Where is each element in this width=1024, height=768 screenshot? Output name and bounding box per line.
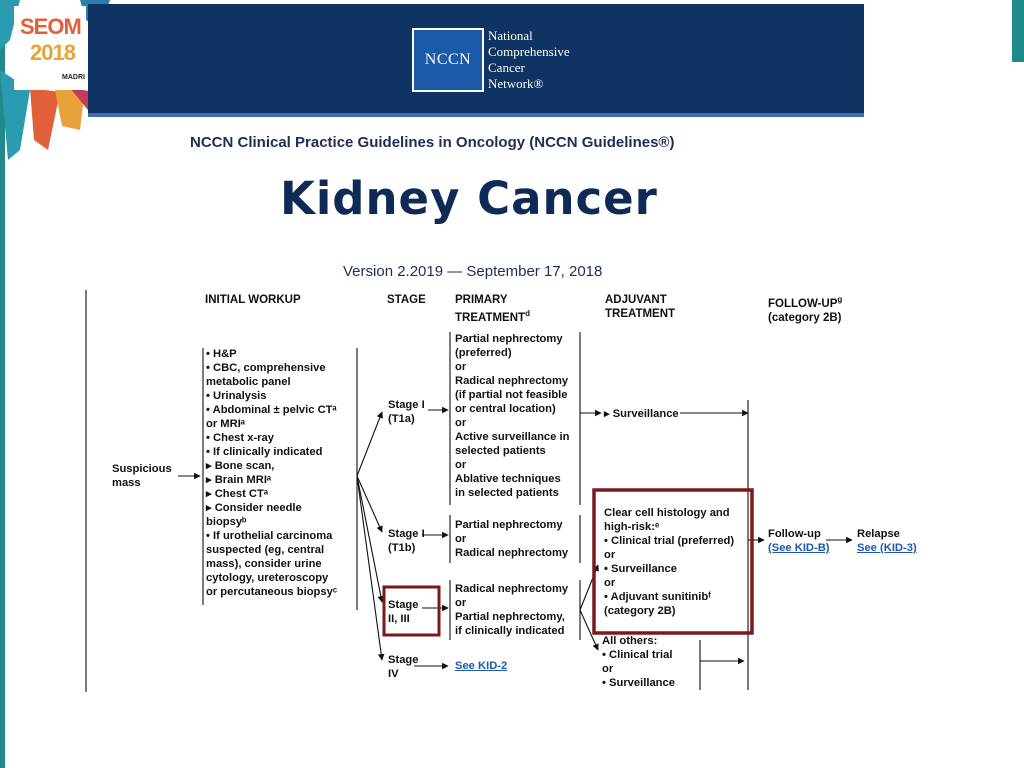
node-text-line: or [604, 577, 616, 589]
link-see-kid2[interactable]: See KID-2 [455, 660, 508, 672]
node-stage-t1b [388, 527, 425, 555]
node-text-line: or [455, 361, 467, 373]
workup-item: ▸ Chest CTᵃ [206, 488, 269, 500]
node-text-line: Radical nephrectomy [455, 547, 569, 559]
followup-label: Follow-up [768, 528, 821, 540]
node-relapse [857, 527, 917, 555]
node-text-line: if clinically indicated [455, 625, 565, 637]
col-header-adjuvant [605, 293, 675, 321]
node-text-line: (T1b) [388, 542, 416, 554]
workup-item: or percutaneous biopsyᶜ [206, 586, 338, 598]
node-surveillance-t1a: ▸ Surveillance [604, 408, 679, 420]
node-text-line: • Surveillance [602, 677, 675, 689]
node-text-line: All others: [602, 635, 658, 647]
workup-item: metabolic panel [206, 376, 291, 388]
workup-item: • Chest x-ray [206, 432, 274, 444]
col-header-followup [768, 293, 842, 325]
node-text-line: selected patients [455, 445, 546, 457]
col-header-primary-line1: PRIMARY [455, 294, 508, 306]
node-followup [768, 527, 830, 555]
node-text-line: Radical nephrectomy [455, 375, 569, 387]
node-text-line: or [602, 663, 614, 675]
node-text-line: (if partial not feasible [455, 389, 568, 401]
workup-item: • Abdominal ± pelvic CTᵃ [206, 404, 337, 416]
workup-item: • If urothelial carcinoma [206, 530, 333, 542]
workup-item: cytology, ureteroscopy [206, 572, 329, 584]
node-text-line: • Surveillance [604, 563, 677, 575]
col-header-primary-footnote: d [525, 309, 530, 318]
node-text-line: or [455, 597, 467, 609]
node-text-line: or [455, 533, 467, 545]
node-text-line: (T1a) [388, 413, 415, 425]
node-text-line: or [455, 417, 467, 429]
node-text-line: • Clinical trial [602, 649, 673, 661]
node-suspicious-mass [112, 462, 172, 490]
col-header-followup-word: FOLLOW-UP [768, 297, 838, 310]
node-text-line: Stage I [388, 399, 425, 411]
workup-item: • Urinalysis [206, 390, 267, 402]
col-header-followup-line1 [768, 293, 842, 311]
col-header-followup-footnote: g [837, 295, 843, 304]
col-header-initial-workup: INITIAL WORKUP [205, 294, 301, 306]
node-text-line: Radical nephrectomy [455, 583, 569, 595]
node-text-line: (preferred) [455, 347, 512, 359]
col-header-primary-word: TREATMENT [455, 311, 526, 324]
workup-item: suspected (eg, central [206, 544, 325, 556]
node-adjuvant-all-others [602, 634, 675, 690]
node-text-line: (category 2B) [604, 605, 676, 617]
workup-item: biopsyᵇ [206, 516, 247, 528]
arrow-to-t1a [357, 412, 382, 476]
arrow-to-stage-2-3 [357, 476, 382, 602]
col-header-stage: STAGE [387, 294, 426, 306]
node-text-line: in selected patients [455, 487, 559, 499]
node-primary-t1a [455, 332, 569, 500]
seom-logo-year: 2018 [30, 40, 75, 65]
workup-item: ▸ Brain MRIᵃ [206, 474, 272, 486]
relapse-label: Relapse [857, 528, 900, 540]
node-stage-4 [388, 653, 418, 681]
node-text-line: or [604, 549, 616, 561]
node-text-line: Active surveillance in [455, 431, 570, 443]
node-text-line: high-risk:ᵉ [604, 521, 660, 533]
link-see-kid3[interactable]: See (KID-3) [857, 542, 917, 554]
node-text-line: Stage [388, 599, 419, 611]
page-title: Kidney Cancer [280, 172, 658, 225]
workup-item: or MRIᵃ [206, 418, 246, 430]
col-header-adjuvant-line1: ADJUVANT [605, 294, 667, 306]
node-text-line: Stage [388, 654, 419, 666]
workup-item: ▸ Consider needle [206, 502, 302, 514]
workup-item: • CBC, comprehensive [206, 362, 326, 374]
node-text-line: II, III [388, 613, 410, 625]
link-see-kid-b[interactable]: (See KID-B) [768, 542, 830, 554]
col-header-primary [455, 293, 530, 325]
workup-item: mass), consider urine [206, 558, 322, 570]
node-text-line: Clear cell histology and [604, 507, 730, 519]
node-stage-2-3 [388, 598, 418, 626]
nccn-name-line: National [488, 28, 533, 43]
node-stage-t1a [388, 398, 425, 426]
node-text-line: IV [388, 668, 399, 680]
node-text-line: Partial nephrectomy [455, 333, 563, 345]
workup-item: • H&P [206, 348, 237, 360]
node-initial-workup [206, 347, 337, 599]
guidelines-subtitle: NCCN Clinical Practice Guidelines in Oncology (NCCN Guidelines®) [190, 134, 675, 151]
node-text-line: Ablative techniques [455, 473, 561, 485]
node-adjuvant-high-risk [604, 506, 734, 618]
col-header-adjuvant-line2: TREATMENT [605, 308, 676, 320]
nccn-name-line: Comprehensive [488, 44, 570, 59]
seom-logo-text: SEOM [20, 14, 81, 39]
node-text-line: Stage I [388, 528, 425, 540]
node-text-line: • Adjuvant sunitinibᶠ [604, 591, 711, 603]
node-text-line: or [455, 459, 467, 471]
version-line: Version 2.2019 — September 17, 2018 [343, 263, 603, 280]
nccn-logo-abbr: NCCN [424, 51, 472, 68]
node-text-line: mass [112, 477, 141, 489]
workup-item: • If clinically indicated [206, 446, 323, 458]
node-primary-2-3 [455, 582, 568, 638]
node-primary-t1b [455, 518, 568, 560]
nccn-name-line: Cancer [488, 60, 525, 75]
node-text-line: • Clinical trial (preferred) [604, 535, 735, 547]
node-text-line: Partial nephrectomy, [455, 611, 565, 623]
node-text-line: Suspicious [112, 463, 172, 475]
node-text-line: Partial nephrectomy [455, 519, 563, 531]
workup-item: ▸ Bone scan, [206, 460, 275, 472]
node-text-line: or central location) [455, 403, 556, 415]
col-header-followup-line2: (category 2B) [768, 311, 842, 324]
nccn-name-line: Network® [488, 76, 544, 91]
col-header-primary-line2 [455, 307, 530, 325]
seom-logo-city: MADRI [62, 74, 85, 81]
